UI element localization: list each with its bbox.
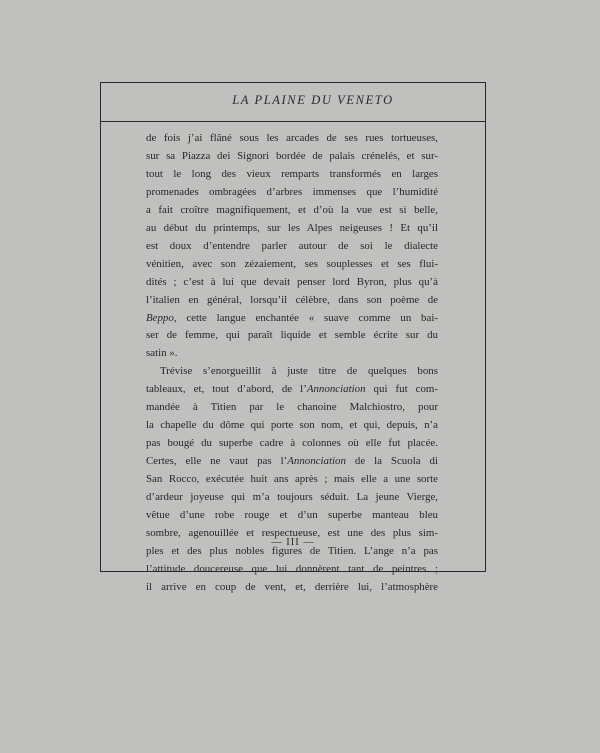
text-line: Trévise s’enorgueillit à juste titre de quelques bons	[160, 365, 438, 378]
text-line: Certes, elle ne vaut pas l’Annonciation de la Scuola di	[146, 455, 438, 468]
text-line: au début du printemps, sur les Alpes neigeuses ! Et qu’il	[146, 221, 438, 234]
text-line: Beppo, cette langue enchantée « suave comme un bai-	[146, 311, 438, 324]
text-line: satin ».	[146, 347, 178, 360]
text-line: tableaux, et, tout d’abord, de l’Annonciation qui fut com-	[146, 383, 439, 396]
text-line: a fait croître magnifiquement, et d’où la vue est si belle,	[146, 203, 438, 216]
text-line: San Rocco, exécutée huit ans après ; mais elle a une sorte	[146, 473, 438, 486]
text-line: tout le long des vieux remparts transformés en larges	[146, 167, 438, 180]
text-line: mandée à Titien par le chanoine Malchiostro, pour	[146, 401, 438, 414]
running-head: LA PLAINE DU VENETO	[232, 93, 394, 107]
text-line: sur sa Piazza dei Signori bordée de palais crénelés, et sur-	[146, 149, 438, 162]
text-line: ser de femme, qui paraît liquide et semble écrite sur du	[146, 329, 438, 342]
page-number: — III —	[271, 537, 315, 548]
text-line: est doux d’entendre parler autour de soi le dialecte	[146, 239, 438, 252]
text-line: ples et des plus nobles figures de Titien. L’ange n’a pas	[146, 544, 438, 557]
text-line: promenades ombragées d’arbres immenses que l’humidité	[146, 185, 438, 198]
body-text	[146, 130, 438, 597]
text-line: il arrive en coup de vent, et, derrière lui, l’atmosphère	[146, 580, 438, 593]
text-line: vêtue d’une robe rouge et d’un superbe manteau bleu	[146, 509, 438, 522]
text-line: la chapelle du dôme qui porte son nom, et qui, depuis, n’a	[146, 419, 438, 432]
text-line: sombre, agenouillée et respectueuse, est une des plus sim-	[146, 526, 438, 539]
text-line: pas bougé du superbe cadre à colonnes où elle fut placée.	[146, 437, 438, 450]
header-rule	[101, 121, 485, 122]
text-line: de fois j’ai flâné sous les arcades de ses rues tortueuses,	[146, 132, 438, 144]
text-line: l’attitude doucereuse que lui donnèrent tant de peintres ;	[146, 562, 438, 575]
text-line: l’italien en général, lorsqu’il célèbre, dans son poème de	[146, 293, 438, 306]
text-line: vénitien, avec son zézaiement, ses souplesses et ses flui-	[146, 257, 438, 270]
text-line: d’ardeur joyeuse qui m’a toujours séduit. La jeune Vierge,	[146, 491, 438, 504]
text-line: dités ; c’est à lui que devait penser lord Byron, plus qu’à	[146, 275, 438, 288]
page-frame	[100, 82, 486, 593]
